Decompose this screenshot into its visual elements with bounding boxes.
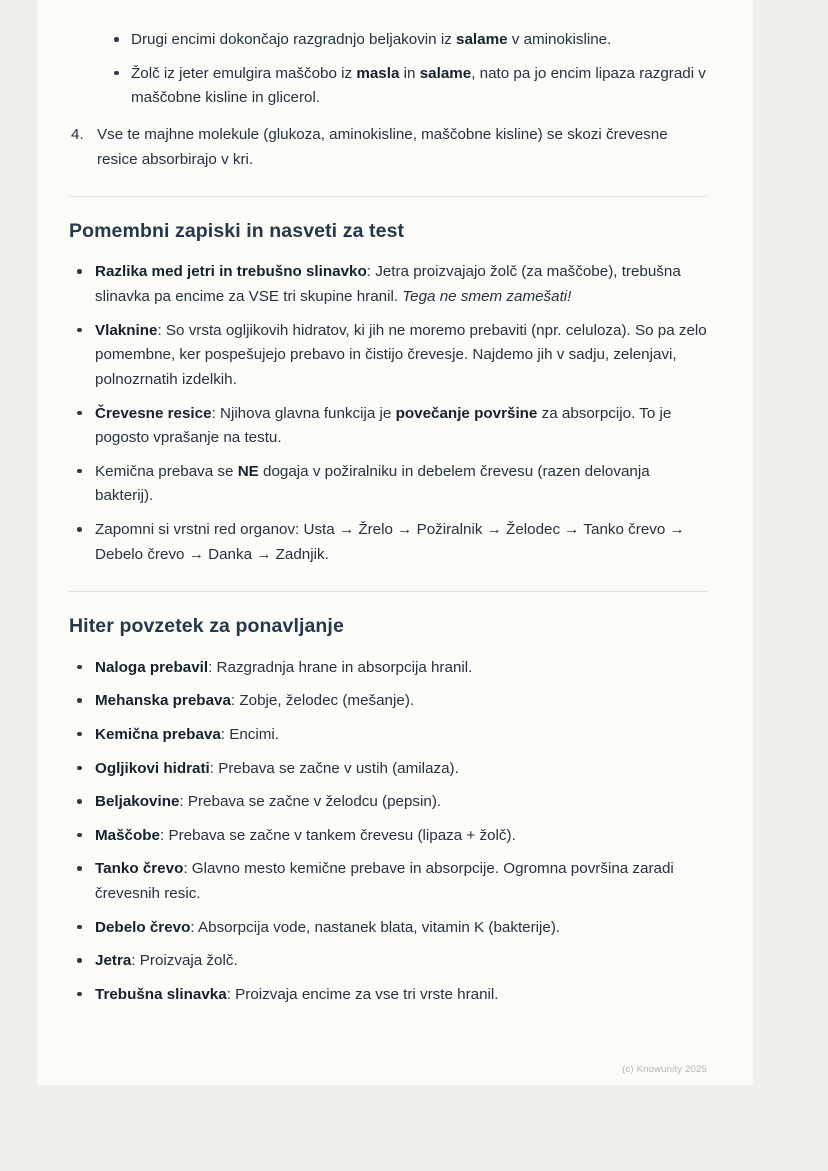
step-text: Vse te majhne molekule (glukoza, aminokisline, maščobne kisline) se skozi črevesne resice absorbirajo v kri. bbox=[97, 125, 668, 168]
notes-list bbox=[69, 260, 707, 567]
section-divider bbox=[69, 196, 707, 197]
list-item: Zapomni si vrstni red organov: Usta → Žrelo → Požiralnik → Želodec → Tanko črevo → Debelo črevo → Danka → Zadnjik. bbox=[69, 518, 707, 567]
document-page bbox=[37, 0, 753, 1085]
list-item: Kemična prebava se NE dogaja v požiralniku in debelem črevesu (razen delovanja bakterij). bbox=[69, 460, 707, 509]
document-content bbox=[69, 28, 707, 1008]
section-divider bbox=[69, 591, 707, 592]
page-title: Pomembni zapiski in nasveti za test bbox=[69, 220, 405, 243]
list-item: Razlika med jetri in trebušno slinavko: Jetra proizvajajo žolč (za maščobe), trebušna slinavka pa encime za VSE tri skupine hranil. Tega ne smem zamešati! bbox=[69, 260, 707, 309]
list-item bbox=[69, 123, 707, 172]
copyright-footer: (c) Knowunity 2025 bbox=[622, 1064, 707, 1075]
continued-sublist-wrapper bbox=[69, 28, 707, 111]
continued-sublist bbox=[105, 28, 707, 111]
list-item: Vlaknine: So vrsta ogljikovih hidratov, ki jih ne moremo prebaviti (npr. celuloza). So pa zelo pomembne, ker pospešujejo prebavo in čistijo črevesje. Najdemo jih v sadju, zelenjavi, polnozrnatih izdelkih. bbox=[69, 319, 707, 393]
list-item: Jetra: Proizvaja žolč. bbox=[69, 949, 707, 974]
list-item: Žolč iz jeter emulgira maščobo iz masla in salame, nato pa jo encim lipaza razgradi v maščobne kisline in glicerol. bbox=[105, 62, 707, 111]
list-item: Ogljikovi hidrati: Prebava se začne v ustih (amilaza). bbox=[69, 757, 707, 782]
list-item: Debelo črevo: Absorpcija vode, nastanek blata, vitamin K (bakterije). bbox=[69, 916, 707, 941]
list-item: Črevesne resice: Njihova glavna funkcija je povečanje površine za absorpcijo. To je pogosto vprašanje na testu. bbox=[69, 402, 707, 451]
step-number: 4. bbox=[71, 125, 84, 143]
summary-list bbox=[69, 656, 707, 1008]
list-item: Beljakovine: Prebava se začne v želodcu (pepsin). bbox=[69, 790, 707, 815]
list-item: Mehanska prebava: Zobje, želodec (mešanje). bbox=[69, 689, 707, 714]
list-item: Trebušna slinavka: Proizvaja encime za vse tri vrste hranil. bbox=[69, 983, 707, 1008]
list-item: Maščobe: Prebava se začne v tankem črevesu (lipaza + žolč). bbox=[69, 824, 707, 849]
list-item: Drugi encimi dokončajo razgradnjo beljakovin iz salame v aminokisline. bbox=[105, 28, 707, 53]
list-item: Tanko črevo: Glavno mesto kemične prebave in absorpcije. Ogromna površina zaradi črevesnih resic. bbox=[69, 857, 707, 906]
section-title-summary: Hiter povzetek za ponavljanje bbox=[69, 615, 344, 638]
list-item: Kemična prebava: Encimi. bbox=[69, 723, 707, 748]
right-gutter bbox=[753, 0, 828, 1085]
numbered-steps bbox=[69, 123, 707, 172]
list-item: Naloga prebavil: Razgradnja hrane in absorpcija hranil. bbox=[69, 656, 707, 681]
